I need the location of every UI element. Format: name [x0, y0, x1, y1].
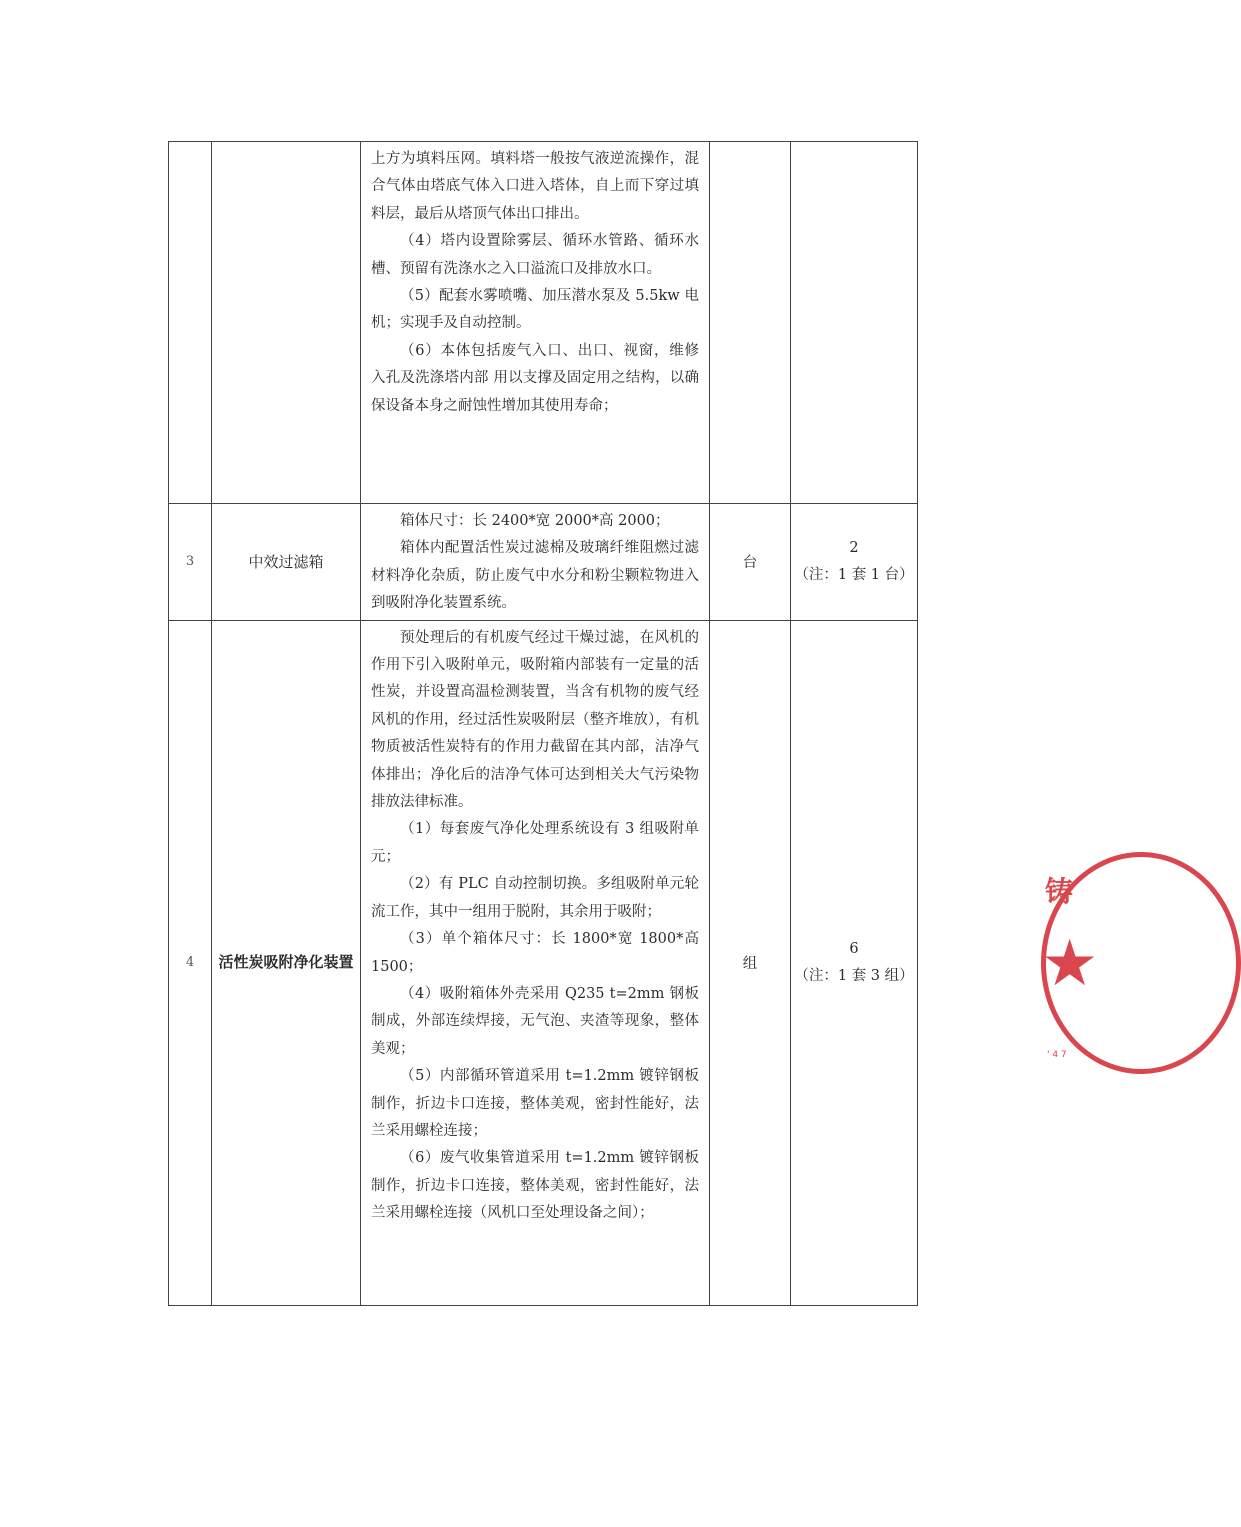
row-number: 3	[169, 504, 212, 621]
equipment-spec-table	[168, 141, 918, 1306]
description-paragraph: 预处理后的有机废气经过干燥过滤，在风机的作用下引入吸附单元，吸附箱内部装有一定量的活性炭，并设置高温检测装置，当含有机物的废气经风机的作用，经过活性炭吸附层（整齐堆放），有机物质被活性炭特有的作用力截留在其内部，洁净气体排出；净化后的洁净气体可达到相关大气污染物排放法律标准。	[371, 629, 699, 811]
quantity-cell	[791, 620, 918, 1305]
description-paragraph: （5）内部循环管道采用 t=1.2mm 镀锌钢板制作，折边卡口连接，整体美观，密封性能好，法兰采用螺栓连接；	[371, 1068, 699, 1139]
description-paragraph: 箱体内配置活性炭过滤棉及玻璃纤维阻燃过滤材料净化杂质，防止废气中水分和粉尘颗粒物进入到吸附净化装置系统。	[371, 540, 699, 612]
equipment-name: 活性炭吸附净化装置	[212, 620, 361, 1305]
description-paragraph: （2）有 PLC 自动控制切换。多组吸附单元轮流工作，其中一组用于脱附，其余用于吸附；	[371, 876, 699, 920]
seal-star-icon: ★	[1041, 927, 1099, 1001]
equipment-description	[361, 504, 710, 621]
quantity-cell	[791, 504, 918, 621]
equipment-description	[361, 620, 710, 1305]
equipment-name: 中效过滤箱	[212, 504, 361, 621]
unit-cell	[710, 142, 791, 504]
row-number: 4	[169, 620, 212, 1305]
company-seal	[1041, 852, 1099, 1074]
description-paragraph: （6）本体包括废气入口、出口、视窗，维修入孔及洗涤塔内部 用以支撑及固定用之结构，以确保设备本身之耐蚀性增加其使用寿命；	[371, 342, 699, 414]
table-row	[169, 504, 918, 621]
description-paragraph: （4）吸附箱体外壳采用 Q235 t=2mm 钢板制成，外部连续焊接，无气泡、夹渣等现象，整体美观；	[371, 985, 699, 1057]
seal-digits: ' 4 7	[1047, 1050, 1067, 1060]
table-row	[169, 142, 918, 504]
description-paragraph: （6）废气收集管道采用 t=1.2mm 镀锌钢板制作，折边卡口连接，整体美观，密封性能好，法兰采用螺栓连接（风机口至处理设备之间）；	[371, 1150, 699, 1222]
quantity-note: （注：1 套 1 台）	[794, 566, 914, 583]
seal-character: 铸	[1045, 875, 1074, 908]
unit-cell: 组	[710, 620, 791, 1305]
description-paragraph: （1）每套废气净化处理系统设有 3 组吸附单元；	[371, 821, 699, 865]
row-number	[169, 142, 212, 504]
description-paragraph: （4）塔内设置除雾层、循环水管路、循环水槽、预留有洗涤水之入口溢流口及排放水口。	[371, 233, 699, 277]
description-paragraph: （5）配套水雾喷嘴、加压潜水泵及 5.5kw 电机；实现手及自动控制。	[371, 288, 699, 332]
equipment-name	[212, 142, 361, 504]
quantity-value: 6	[849, 940, 859, 957]
description-paragraph: 上方为填料压网。填料塔一般按气液逆流操作，混合气体由塔底气体入口进入塔体，自上而下穿过填料层，最后从塔顶气体出口排出。	[371, 151, 699, 222]
equipment-description	[361, 142, 710, 504]
unit-cell: 台	[710, 504, 791, 621]
table-row	[169, 620, 918, 1305]
quantity-note: （注：1 套 3 组）	[794, 967, 914, 984]
description-paragraph: 箱体尺寸：长 2400*宽 2000*高 2000；	[400, 513, 670, 529]
description-paragraph: （3）单个箱体尺寸：长 1800*宽 1800*高 1500；	[371, 931, 699, 975]
quantity-value: 2	[849, 539, 859, 556]
quantity-cell	[791, 142, 918, 504]
